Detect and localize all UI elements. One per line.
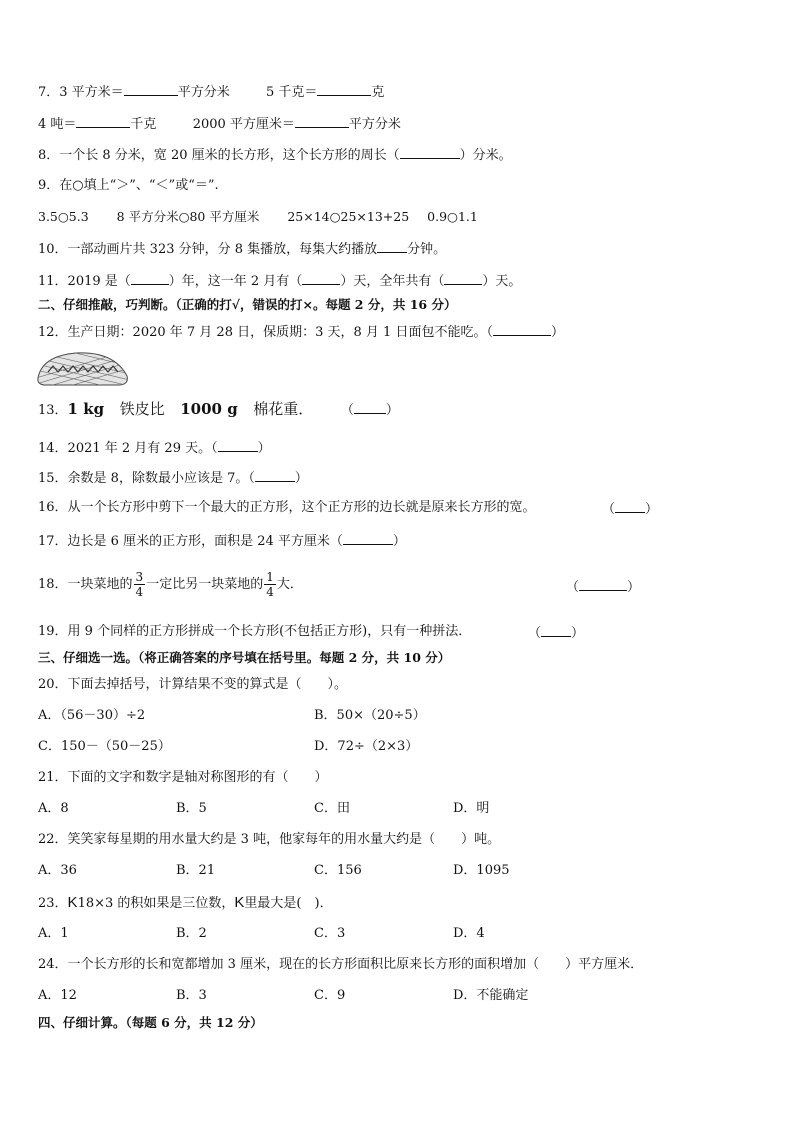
q21-option-d[interactable]: D．明 xyxy=(453,801,490,816)
q18-fraction-1-denominator: 4 xyxy=(135,585,144,599)
q16-paren-open: （ xyxy=(602,502,616,517)
q10-text: 10．一部动画片共 323 分钟，分 8 集播放，每集大约播放 xyxy=(38,242,378,257)
q19-answer xyxy=(528,623,584,643)
q8-text: 8．一个长 8 分米，宽 20 厘米的长方形，这个长方形的周长（ xyxy=(38,148,400,163)
q14-answer-blank[interactable] xyxy=(218,438,258,452)
section-3-heading: 三、仔细选一选。（将正确答案的序号填在括号里。每题 2 分，共 10 分） xyxy=(38,650,451,665)
q11-line xyxy=(38,271,521,291)
q21-stem: 21．下面的文字和数字是轴对称图形的有（ ） xyxy=(38,770,328,785)
q17-text: 17．边长是 6 厘米的正方形，面积是 24 平方厘米（ xyxy=(38,534,343,549)
q18-fraction-2-denominator: 4 xyxy=(266,585,274,599)
q11-text: ）天，全年共有（ xyxy=(340,274,445,289)
q18-line xyxy=(38,568,303,602)
q24-option-b[interactable]: B．3 xyxy=(176,988,207,1003)
section-2-heading: 二、仔细推敲，巧判断。（正确的打√，错误的打×。每题 2 分，共 16 分） xyxy=(38,297,457,312)
q16-line xyxy=(38,499,536,517)
q9-item: 0.9○1.1 xyxy=(427,209,478,224)
q20-option-a[interactable]: A．（56－30）÷2 xyxy=(38,708,146,723)
q7a-blank[interactable] xyxy=(124,82,178,96)
q9-item: 25×14○25×13+25 xyxy=(287,209,410,224)
q7-line2 xyxy=(38,114,401,134)
q7b-text: 5 千克＝ xyxy=(265,85,318,100)
q18-fraction-2 xyxy=(264,570,276,599)
q22-option-c[interactable]: C．156 xyxy=(314,863,362,878)
q9-items xyxy=(38,208,478,226)
q24-option-c[interactable]: C．9 xyxy=(314,988,346,1003)
q12-answer-blank[interactable] xyxy=(493,322,551,336)
q15-answer-blank[interactable] xyxy=(255,468,295,482)
q7b-unit: 克 xyxy=(371,85,385,100)
q18-answer-blank[interactable] xyxy=(579,577,627,591)
q11-text: ）年，这一年 2 月有（ xyxy=(168,274,303,289)
q16-paren-close: ） xyxy=(645,502,659,517)
q20-option-c[interactable]: C．150－（50－25） xyxy=(38,739,171,754)
q19-line xyxy=(38,623,471,641)
q23-stem xyxy=(38,894,333,913)
q18-text: 一定比另一块菜地的 xyxy=(146,577,264,592)
q18-text: 18．一块菜地的 xyxy=(38,577,133,592)
q17-line xyxy=(38,531,406,551)
q23-option-a[interactable]: A．1 xyxy=(38,926,69,941)
q12-text: 12．生产日期：2020 年 7 月 28 日，保质期：3 天，8 月 1 日面包不能吃。（ xyxy=(38,325,493,340)
q18-fraction-1-numerator: 3 xyxy=(135,570,144,584)
section-4-heading: 四、仔细计算。（每题 6 分，共 12 分） xyxy=(38,1015,263,1030)
q24-option-a[interactable]: A．12 xyxy=(38,988,77,1003)
q11-text-end: ）天。 xyxy=(482,274,522,289)
q13-answer-blank[interactable] xyxy=(354,400,386,414)
q19-text: 19．用 9 个同样的正方形拼成一个长方形(不包括正方形)，只有一种拼法． xyxy=(38,624,472,639)
q22-option-d[interactable]: D．1095 xyxy=(453,863,510,878)
q10-blank[interactable] xyxy=(377,239,407,253)
q7a-text: 7．3 平方米＝ xyxy=(38,85,124,100)
q7-line1 xyxy=(38,82,384,102)
q11-text: 11．2019 是（ xyxy=(38,274,131,289)
q13-mass-1: 1 kg xyxy=(67,400,105,418)
q19-paren-close: ） xyxy=(571,626,585,641)
q23-option-b[interactable]: B．2 xyxy=(176,926,207,941)
q14-text: 14．2021 年 2 月有 29 天。（ xyxy=(38,441,218,456)
q7d-blank[interactable] xyxy=(295,114,349,128)
q15-text: 15．余数是 8，除数最小应该是 7。（ xyxy=(38,471,255,486)
q22-option-a[interactable]: A．36 xyxy=(38,863,77,878)
q16-text: 16．从一个长方形中剪下一个最大的正方形，这个正方形的边长就是原来长方形的宽。 xyxy=(38,500,536,515)
q12-line xyxy=(38,322,564,342)
q17-answer-blank[interactable] xyxy=(343,531,393,545)
q13-text: 铁皮比 xyxy=(119,400,165,418)
q10-line xyxy=(38,239,446,259)
q11-blank-year[interactable] xyxy=(131,271,169,285)
q11-blank-feb[interactable] xyxy=(302,271,340,285)
q23-text: 18×3 的积如果是三位数， xyxy=(77,896,235,911)
q18-paren-close: ） xyxy=(627,580,641,595)
q24-stem: 24．一个长方形的长和宽都增加 3 厘米，现在的长方形面积比原来长方形的面积增加（ ）平方厘米． xyxy=(38,957,644,972)
q14-line xyxy=(38,438,271,458)
q21-option-c[interactable]: C．田 xyxy=(314,801,350,816)
q10-text-end: 分钟。 xyxy=(407,242,447,257)
q13-paren-open: （ xyxy=(340,403,354,418)
q13-mass-2: 1000 g xyxy=(180,400,238,418)
q22-option-b[interactable]: B．21 xyxy=(176,863,216,878)
q23-text: 23． xyxy=(38,896,68,911)
q21-option-a[interactable]: A．8 xyxy=(38,801,69,816)
q7d-unit: 平方分米 xyxy=(348,117,401,132)
q19-paren-open: （ xyxy=(528,626,542,641)
q18-fraction-1 xyxy=(134,570,146,599)
q14-paren-close: ） xyxy=(257,441,271,456)
q7c-unit: 千克 xyxy=(130,117,157,132)
q13-line xyxy=(38,400,399,420)
q18-fraction-2-numerator: 1 xyxy=(266,570,274,584)
q7c-text: 4 吨＝ xyxy=(38,117,77,132)
q19-answer-blank[interactable] xyxy=(541,623,571,637)
q13-number: 13． xyxy=(38,403,68,418)
q15-paren-close: ） xyxy=(294,471,308,486)
q22-stem: 22．笑笑家每星期的用水量大约是 3 吨，他家每年的用水量大约是（ ）吨。 xyxy=(38,832,501,847)
q20-option-b[interactable]: B．50×（20÷5） xyxy=(314,708,426,723)
q23-text-end: 里最大是( )． xyxy=(244,896,333,911)
q8-blank[interactable] xyxy=(400,145,460,159)
q16-answer-blank[interactable] xyxy=(615,499,645,513)
q20-stem: 20．下面去掉括号，计算结果不变的算式是（ ）。 xyxy=(38,677,348,692)
q7d-text: 2000 平方厘米＝ xyxy=(192,117,295,132)
q7c-blank[interactable] xyxy=(76,114,130,128)
q20-option-d[interactable]: D．72÷（2×3） xyxy=(314,739,419,754)
q13-text-end: 棉花重． xyxy=(253,400,314,418)
q7b-blank[interactable] xyxy=(317,82,371,96)
q15-line xyxy=(38,468,308,488)
q16-answer xyxy=(602,499,658,519)
q23-k-symbol: K xyxy=(234,894,245,911)
bread-image xyxy=(36,350,130,388)
q8-text-end: ）分米。 xyxy=(459,148,512,163)
q23-option-d[interactable]: D．4 xyxy=(453,926,485,941)
q9-item: 8 平方分米○80 平方厘米 xyxy=(116,209,260,224)
q18-paren-open: （ xyxy=(566,580,580,595)
q12-paren-close: ） xyxy=(550,325,564,340)
q24-option-d[interactable]: D．不能确定 xyxy=(453,988,529,1003)
q18-answer xyxy=(566,577,640,597)
q23-k-symbol: K xyxy=(67,894,78,911)
q23-option-c[interactable]: C．3 xyxy=(314,926,346,941)
q9-item: 3.5○5.3 xyxy=(38,209,89,224)
q17-paren-close: ） xyxy=(392,534,406,549)
q18-text-end: 大． xyxy=(276,577,303,592)
q8-line xyxy=(38,145,512,165)
q13-paren-close: ） xyxy=(385,403,399,418)
q21-option-b[interactable]: B．5 xyxy=(176,801,207,816)
q7a-unit: 平方分米 xyxy=(177,85,230,100)
q9-stem: 9．在○填上“＞”、“＜”或“＝”. xyxy=(38,178,219,193)
q11-blank-days[interactable] xyxy=(444,271,482,285)
